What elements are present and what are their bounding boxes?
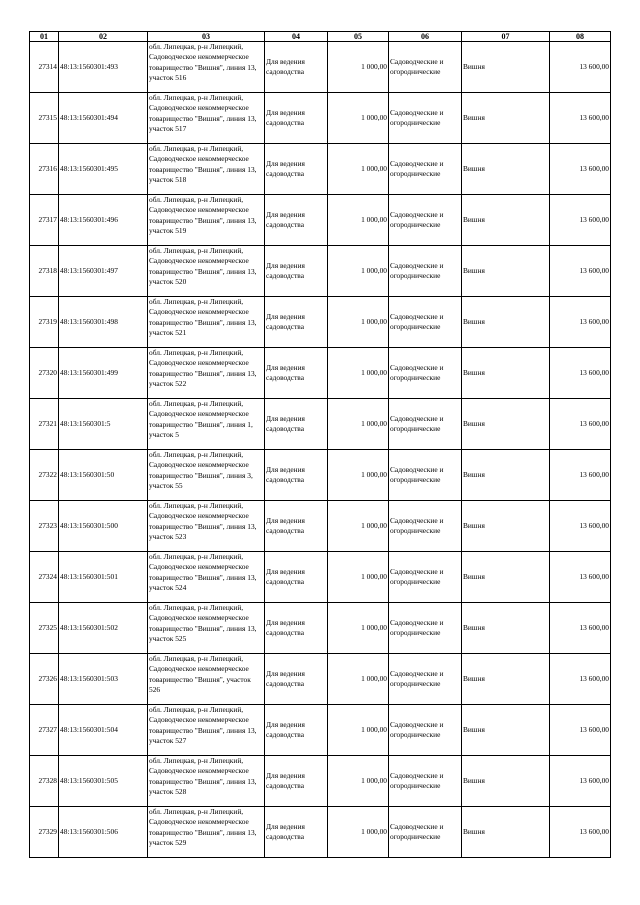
area-cell: 1 000,00 xyxy=(328,552,389,603)
land-category-cell: Садоводческие и огороднические xyxy=(389,705,462,756)
table-row xyxy=(30,501,611,552)
land-category-cell: Садоводческие и огороднические xyxy=(389,399,462,450)
name-cell: Вишня xyxy=(462,399,550,450)
address-text: обл. Липецкая, р-н Липецкий, Садоводческое некоммерческое товарищество "Вишня", участок 526 xyxy=(149,654,251,695)
address-text: обл. Липецкая, р-н Липецкий, Садоводческое некоммерческое товарищество "Вишня", линия 13, участок 519 xyxy=(149,195,257,236)
table-row xyxy=(30,807,611,858)
address-text: обл. Липецкая, р-н Липецкий, Садоводческое некоммерческое товарищество "Вишня", линия 13, участок 522 xyxy=(149,348,257,389)
land-category-cell: Садоводческие и огороднические xyxy=(389,654,462,705)
address-text: обл. Липецкая, р-н Липецкий, Садоводческое некоммерческое товарищество "Вишня", линия 13, участок 528 xyxy=(149,756,257,797)
row-number-cell: 27329 xyxy=(30,807,59,858)
row-number-cell: 27315 xyxy=(30,93,59,144)
address-cell xyxy=(148,246,265,297)
table-row xyxy=(30,399,611,450)
cadastral-number-cell: 48:13:1560301:499 xyxy=(59,348,148,399)
cadastral-value-cell: 13 600,00 xyxy=(550,705,611,756)
cadastral-number-cell: 48:13:1560301:505 xyxy=(59,756,148,807)
cadastral-number-cell: 48:13:1560301:50 xyxy=(59,450,148,501)
cadastral-number-cell: 48:13:1560301:503 xyxy=(59,654,148,705)
column-header: 03 xyxy=(148,32,265,42)
table-row xyxy=(30,246,611,297)
address-cell xyxy=(148,450,265,501)
header-row xyxy=(30,32,611,42)
cadastral-number-cell: 48:13:1560301:502 xyxy=(59,603,148,654)
row-number-cell: 27323 xyxy=(30,501,59,552)
area-cell: 1 000,00 xyxy=(328,144,389,195)
area-cell: 1 000,00 xyxy=(328,756,389,807)
land-category-cell: Садоводческие и огороднические xyxy=(389,246,462,297)
permitted-use-cell: Для ведения садоводства xyxy=(265,93,328,144)
table-row xyxy=(30,195,611,246)
cadastral-value-cell: 13 600,00 xyxy=(550,756,611,807)
cadastral-value-cell: 13 600,00 xyxy=(550,348,611,399)
land-category-cell: Садоводческие и огороднические xyxy=(389,501,462,552)
column-header: 07 xyxy=(462,32,550,42)
address-cell xyxy=(148,93,265,144)
table-row xyxy=(30,450,611,501)
cadastral-value-cell: 13 600,00 xyxy=(550,654,611,705)
area-cell: 1 000,00 xyxy=(328,42,389,93)
column-header: 02 xyxy=(59,32,148,42)
land-category-cell: Садоводческие и огороднические xyxy=(389,297,462,348)
area-cell: 1 000,00 xyxy=(328,93,389,144)
land-category-cell: Садоводческие и огороднические xyxy=(389,195,462,246)
table-row xyxy=(30,348,611,399)
row-number-cell: 27316 xyxy=(30,144,59,195)
cadastral-value-cell: 13 600,00 xyxy=(550,807,611,858)
address-text: обл. Липецкая, р-н Липецкий, Садоводческое некоммерческое товарищество "Вишня", линия 13, участок 516 xyxy=(149,42,257,83)
address-cell xyxy=(148,807,265,858)
land-category-cell: Садоводческие и огороднические xyxy=(389,552,462,603)
area-cell: 1 000,00 xyxy=(328,399,389,450)
area-cell: 1 000,00 xyxy=(328,297,389,348)
permitted-use-cell: Для ведения садоводства xyxy=(265,654,328,705)
row-number-cell: 27325 xyxy=(30,603,59,654)
row-number-cell: 27327 xyxy=(30,705,59,756)
permitted-use-cell: Для ведения садоводства xyxy=(265,705,328,756)
cadastral-value-cell: 13 600,00 xyxy=(550,603,611,654)
cadastral-number-cell: 48:13:1560301:496 xyxy=(59,195,148,246)
address-text: обл. Липецкая, р-н Липецкий, Садоводческое некоммерческое товарищество "Вишня", линия 13, участок 521 xyxy=(149,297,257,338)
land-category-cell: Садоводческие и огороднические xyxy=(389,807,462,858)
land-category-cell: Садоводческие и огороднические xyxy=(389,93,462,144)
land-category-cell: Садоводческие и огороднические xyxy=(389,450,462,501)
table-row xyxy=(30,603,611,654)
row-number-cell: 27317 xyxy=(30,195,59,246)
address-cell xyxy=(148,552,265,603)
area-cell: 1 000,00 xyxy=(328,705,389,756)
name-cell: Вишня xyxy=(462,144,550,195)
area-cell: 1 000,00 xyxy=(328,654,389,705)
land-category-cell: Садоводческие и огороднические xyxy=(389,756,462,807)
address-cell xyxy=(148,705,265,756)
column-header: 04 xyxy=(265,32,328,42)
permitted-use-cell: Для ведения садоводства xyxy=(265,501,328,552)
address-cell xyxy=(148,144,265,195)
cadastral-value-cell: 13 600,00 xyxy=(550,195,611,246)
address-text: обл. Липецкая, р-н Липецкий, Садоводческое некоммерческое товарищество "Вишня", линия 13, участок 524 xyxy=(149,552,257,593)
table-row xyxy=(30,297,611,348)
row-number-cell: 27318 xyxy=(30,246,59,297)
table-row xyxy=(30,654,611,705)
name-cell: Вишня xyxy=(462,348,550,399)
land-category-cell: Садоводческие и огороднические xyxy=(389,603,462,654)
cadastral-value-cell: 13 600,00 xyxy=(550,450,611,501)
cadastral-value-cell: 13 600,00 xyxy=(550,399,611,450)
address-cell xyxy=(148,195,265,246)
cadastral-number-cell: 48:13:1560301:504 xyxy=(59,705,148,756)
table-body xyxy=(30,42,611,858)
table-row xyxy=(30,552,611,603)
permitted-use-cell: Для ведения садоводства xyxy=(265,756,328,807)
area-cell: 1 000,00 xyxy=(328,603,389,654)
cadastral-number-cell: 48:13:1560301:495 xyxy=(59,144,148,195)
address-text: обл. Липецкая, р-н Липецкий, Садоводческое некоммерческое товарищество "Вишня", линия 13, участок 523 xyxy=(149,501,257,542)
cadastral-number-cell: 48:13:1560301:498 xyxy=(59,297,148,348)
land-category-cell: Садоводческие и огороднические xyxy=(389,42,462,93)
table-row xyxy=(30,144,611,195)
row-number-cell: 27320 xyxy=(30,348,59,399)
row-number-cell: 27314 xyxy=(30,42,59,93)
table-row xyxy=(30,756,611,807)
address-cell xyxy=(148,42,265,93)
name-cell: Вишня xyxy=(462,705,550,756)
permitted-use-cell: Для ведения садоводства xyxy=(265,807,328,858)
area-cell: 1 000,00 xyxy=(328,246,389,297)
cadastral-value-cell: 13 600,00 xyxy=(550,552,611,603)
area-cell: 1 000,00 xyxy=(328,195,389,246)
cadastral-value-cell: 13 600,00 xyxy=(550,42,611,93)
permitted-use-cell: Для ведения садоводства xyxy=(265,246,328,297)
cadastral-value-cell: 13 600,00 xyxy=(550,297,611,348)
name-cell: Вишня xyxy=(462,42,550,93)
cadastral-value-cell: 13 600,00 xyxy=(550,93,611,144)
area-cell: 1 000,00 xyxy=(328,807,389,858)
address-text: обл. Липецкая, р-н Липецкий, Садоводческое некоммерческое товарищество "Вишня", линия 13, участок 518 xyxy=(149,144,257,185)
name-cell: Вишня xyxy=(462,756,550,807)
land-category-cell: Садоводческие и огороднические xyxy=(389,144,462,195)
row-number-cell: 27328 xyxy=(30,756,59,807)
cadastral-value-cell: 13 600,00 xyxy=(550,501,611,552)
name-cell: Вишня xyxy=(462,93,550,144)
name-cell: Вишня xyxy=(462,603,550,654)
address-text: обл. Липецкая, р-н Липецкий, Садоводческое некоммерческое товарищество "Вишня", линия 3, участок 55 xyxy=(149,450,253,491)
address-text: обл. Липецкая, р-н Липецкий, Садоводческое некоммерческое товарищество "Вишня", линия 1, участок 5 xyxy=(149,399,253,440)
name-cell: Вишня xyxy=(462,297,550,348)
row-number-cell: 27322 xyxy=(30,450,59,501)
permitted-use-cell: Для ведения садоводства xyxy=(265,399,328,450)
table-row xyxy=(30,705,611,756)
area-cell: 1 000,00 xyxy=(328,501,389,552)
table-row xyxy=(30,93,611,144)
column-header: 01 xyxy=(30,32,59,42)
address-cell xyxy=(148,756,265,807)
permitted-use-cell: Для ведения садоводства xyxy=(265,144,328,195)
area-cell: 1 000,00 xyxy=(328,348,389,399)
name-cell: Вишня xyxy=(462,654,550,705)
row-number-cell: 27321 xyxy=(30,399,59,450)
address-text: обл. Липецкая, р-н Липецкий, Садоводческое некоммерческое товарищество "Вишня", линия 13, участок 525 xyxy=(149,603,257,644)
address-cell xyxy=(148,654,265,705)
permitted-use-cell: Для ведения садоводства xyxy=(265,552,328,603)
address-text: обл. Липецкая, р-н Липецкий, Садоводческое некоммерческое товарищество "Вишня", линия 13, участок 520 xyxy=(149,246,257,287)
cadastral-number-cell: 48:13:1560301:506 xyxy=(59,807,148,858)
permitted-use-cell: Для ведения садоводства xyxy=(265,297,328,348)
cadastral-number-cell: 48:13:1560301:501 xyxy=(59,552,148,603)
name-cell: Вишня xyxy=(462,195,550,246)
cadastral-value-cell: 13 600,00 xyxy=(550,246,611,297)
permitted-use-cell: Для ведения садоводства xyxy=(265,348,328,399)
address-text: обл. Липецкая, р-н Липецкий, Садоводческое некоммерческое товарищество "Вишня", линия 13, участок 517 xyxy=(149,93,257,134)
permitted-use-cell: Для ведения садоводства xyxy=(265,42,328,93)
address-cell xyxy=(148,603,265,654)
row-number-cell: 27326 xyxy=(30,654,59,705)
land-category-cell: Садоводческие и огороднические xyxy=(389,348,462,399)
name-cell: Вишня xyxy=(462,246,550,297)
name-cell: Вишня xyxy=(462,501,550,552)
permitted-use-cell: Для ведения садоводства xyxy=(265,195,328,246)
land-parcels-table xyxy=(29,31,611,858)
cadastral-number-cell: 48:13:1560301:494 xyxy=(59,93,148,144)
cadastral-number-cell: 48:13:1560301:493 xyxy=(59,42,148,93)
column-header: 05 xyxy=(328,32,389,42)
row-number-cell: 27324 xyxy=(30,552,59,603)
row-number-cell: 27319 xyxy=(30,297,59,348)
address-text: обл. Липецкая, р-н Липецкий, Садоводческое некоммерческое товарищество "Вишня", линия 13, участок 529 xyxy=(149,807,257,848)
cadastral-value-cell: 13 600,00 xyxy=(550,144,611,195)
cadastral-number-cell: 48:13:1560301:500 xyxy=(59,501,148,552)
permitted-use-cell: Для ведения садоводства xyxy=(265,603,328,654)
name-cell: Вишня xyxy=(462,807,550,858)
column-header: 06 xyxy=(389,32,462,42)
cadastral-number-cell: 48:13:1560301:497 xyxy=(59,246,148,297)
name-cell: Вишня xyxy=(462,552,550,603)
area-cell: 1 000,00 xyxy=(328,450,389,501)
permitted-use-cell: Для ведения садоводства xyxy=(265,450,328,501)
address-text: обл. Липецкая, р-н Липецкий, Садоводческое некоммерческое товарищество "Вишня", линия 13, участок 527 xyxy=(149,705,257,746)
name-cell: Вишня xyxy=(462,450,550,501)
table-row xyxy=(30,42,611,93)
address-cell xyxy=(148,399,265,450)
address-cell xyxy=(148,297,265,348)
cadastral-number-cell: 48:13:1560301:5 xyxy=(59,399,148,450)
address-cell xyxy=(148,348,265,399)
column-header: 08 xyxy=(550,32,611,42)
address-cell xyxy=(148,501,265,552)
